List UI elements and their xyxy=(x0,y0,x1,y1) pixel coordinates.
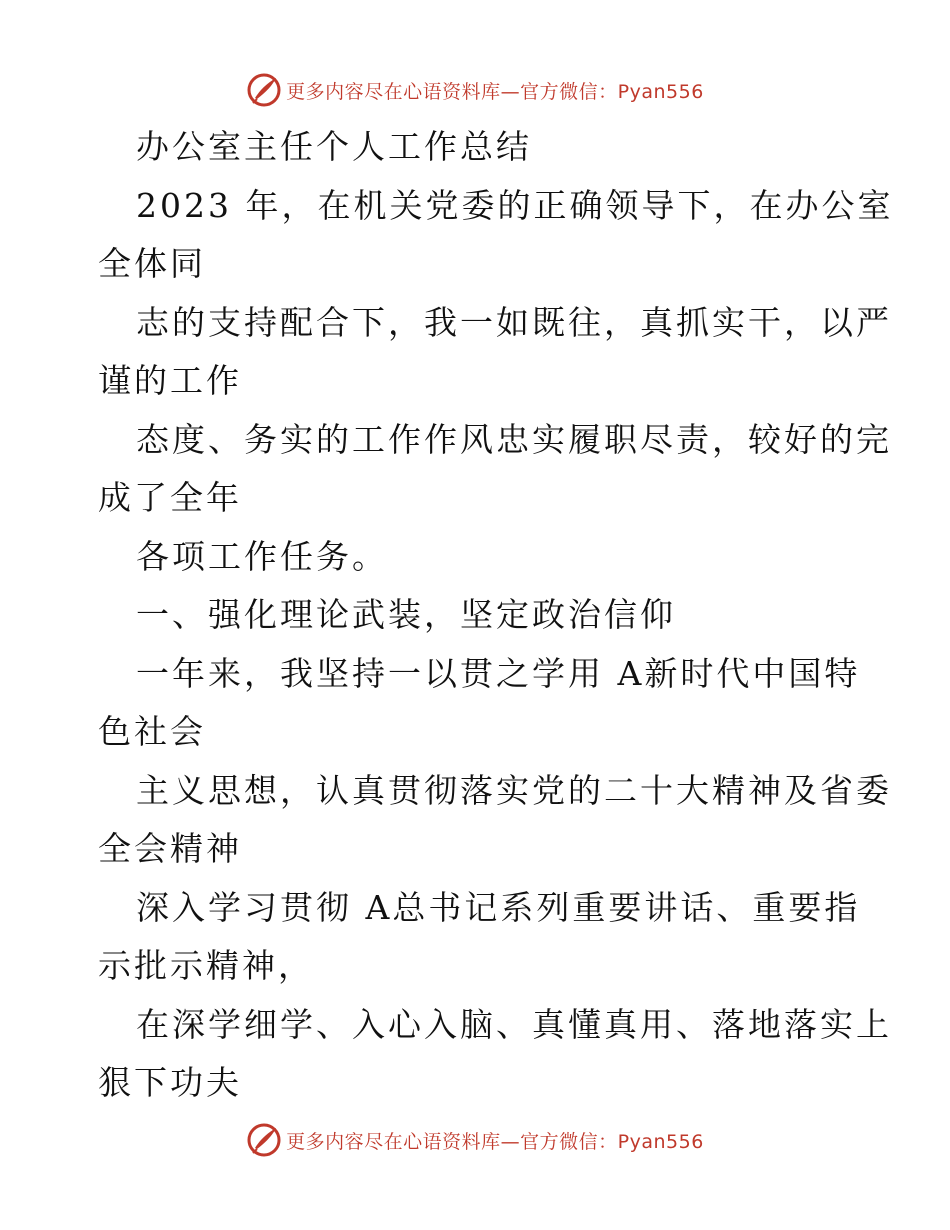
text-line: 各项工作任务。 xyxy=(136,536,388,576)
text-line: 主义思想，认真贯彻落实党的二十大精神及省委 xyxy=(136,770,892,810)
text-line: 谨的工作 xyxy=(98,361,242,400)
header-banner-text: 更多内容尽在心语资料库—官方微信：Pyan556 xyxy=(286,80,704,103)
text-line: 态度、务实的工作作风忠实履职尽责，较好的完 xyxy=(136,419,892,459)
text-line: 在深学细学、入心入脑、真懂真用、落地落实上 xyxy=(136,1004,892,1044)
footer-banner xyxy=(0,1118,950,1162)
feather-seal-logo-icon xyxy=(246,72,282,108)
text-line: 全会精神 xyxy=(98,829,242,868)
header-banner xyxy=(0,68,950,112)
document-title: 办公室主任个人工作总结 xyxy=(136,127,532,166)
feather-seal-logo-icon xyxy=(246,1122,282,1158)
text-line: 志的支持配合下，我一如既往，真抓实干，以严 xyxy=(136,302,892,342)
text-line: 色社会 xyxy=(98,712,206,751)
text-line: 狠下功夫 xyxy=(98,1063,242,1102)
text-line: 2023 年，在机关党委的正确领导下，在办公室 xyxy=(136,185,894,225)
footer-banner-text: 更多内容尽在心语资料库—官方微信：Pyan556 xyxy=(286,1130,704,1153)
text-line: 全体同 xyxy=(98,244,206,283)
text-line: 深入学习贯彻 A总书记系列重要讲话、重要指 xyxy=(136,887,861,927)
text-line: 示批示精神， xyxy=(98,946,314,985)
text-line: 成了全年 xyxy=(98,478,242,517)
text-line: 一、强化理论武装，坚定政治信仰 xyxy=(136,595,676,634)
document-body xyxy=(98,118,894,1113)
text-line: 一年来，我坚持一以贯之学用 A新时代中国特 xyxy=(136,653,861,693)
